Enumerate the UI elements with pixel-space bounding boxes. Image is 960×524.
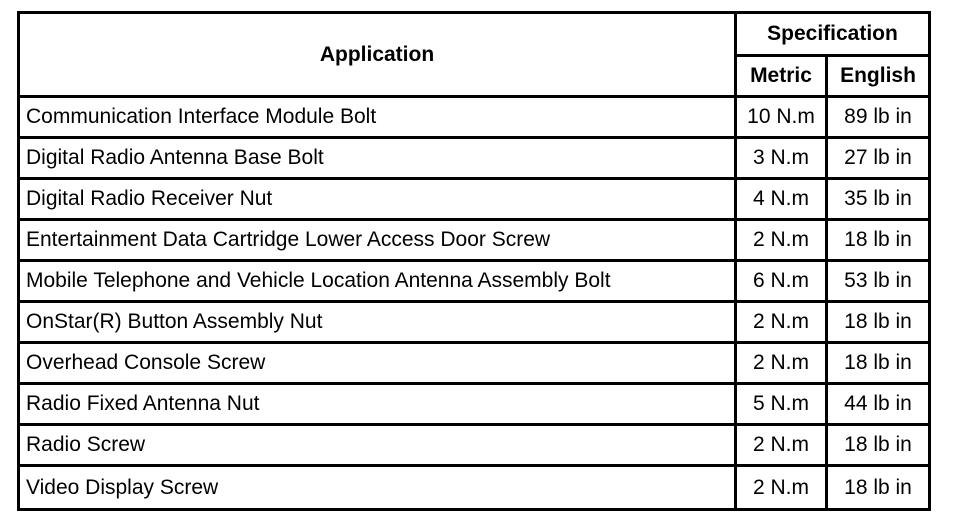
fastener-spec-table — [17, 11, 931, 511]
english-cell: 44 lb in — [828, 385, 928, 426]
table-row — [20, 344, 928, 385]
english-cell: 18 lb in — [828, 344, 928, 385]
metric-cell: 2 N.m — [737, 221, 828, 262]
table-row — [20, 98, 928, 139]
metric-cell: 3 N.m — [737, 139, 828, 180]
metric-cell: 10 N.m — [737, 98, 828, 139]
specification-header: Specification — [737, 14, 928, 57]
application-cell: Mobile Telephone and Vehicle Location Antenna Assembly Bolt — [20, 262, 737, 303]
table-row — [20, 139, 928, 180]
metric-cell: 2 N.m — [737, 303, 828, 344]
application-cell: Video Display Screw — [20, 467, 737, 508]
application-cell: Digital Radio Receiver Nut — [20, 180, 737, 221]
application-cell: Radio Fixed Antenna Nut — [20, 385, 737, 426]
table-row — [20, 467, 928, 508]
table-row — [20, 426, 928, 467]
metric-cell: 6 N.m — [737, 262, 828, 303]
application-cell: Communication Interface Module Bolt — [20, 98, 737, 139]
application-cell: Radio Screw — [20, 426, 737, 467]
metric-cell: 2 N.m — [737, 426, 828, 467]
application-cell: Overhead Console Screw — [20, 344, 737, 385]
metric-header: Metric — [737, 57, 828, 98]
metric-cell: 5 N.m — [737, 385, 828, 426]
english-cell: 18 lb in — [828, 221, 928, 262]
header-row-top — [20, 14, 928, 57]
table-row — [20, 180, 928, 221]
metric-cell: 2 N.m — [737, 467, 828, 508]
english-cell: 27 lb in — [828, 139, 928, 180]
table-body — [20, 98, 928, 508]
english-cell: 53 lb in — [828, 262, 928, 303]
metric-cell: 4 N.m — [737, 180, 828, 221]
application-header: Application — [20, 14, 737, 98]
table-row — [20, 262, 928, 303]
metric-cell: 2 N.m — [737, 344, 828, 385]
table-header — [20, 14, 928, 98]
table-row — [20, 221, 928, 262]
english-cell: 18 lb in — [828, 426, 928, 467]
application-cell: Digital Radio Antenna Base Bolt — [20, 139, 737, 180]
english-cell: 18 lb in — [828, 467, 928, 508]
application-cell: OnStar(R) Button Assembly Nut — [20, 303, 737, 344]
english-header: English — [828, 57, 928, 98]
application-cell: Entertainment Data Cartridge Lower Access Door Screw — [20, 221, 737, 262]
table-row — [20, 303, 928, 344]
english-cell: 35 lb in — [828, 180, 928, 221]
english-cell: 18 lb in — [828, 303, 928, 344]
table-row — [20, 385, 928, 426]
english-cell: 89 lb in — [828, 98, 928, 139]
